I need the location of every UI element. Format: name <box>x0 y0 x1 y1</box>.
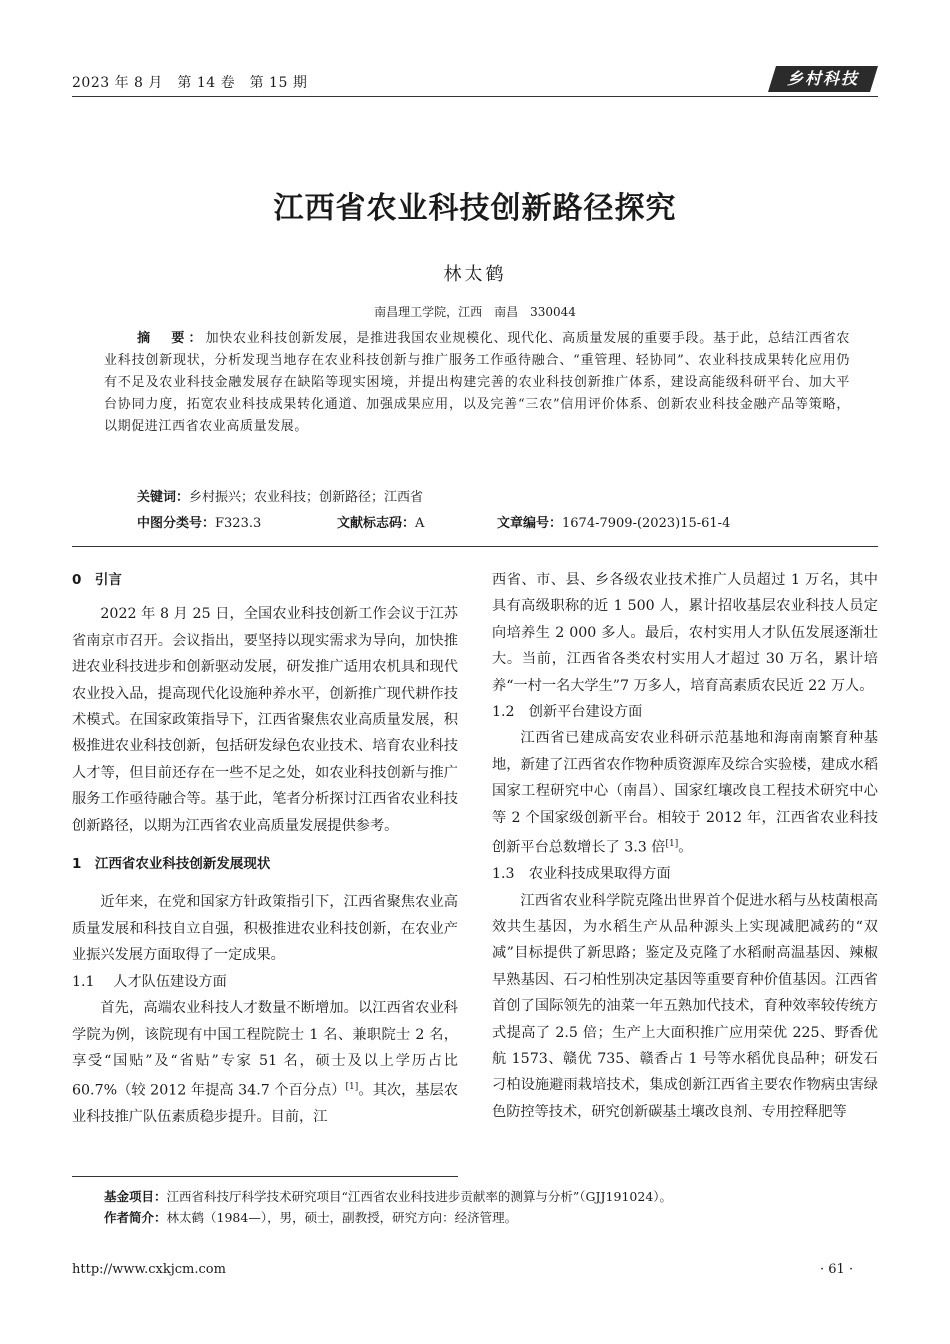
section-1-heading: 1 江西省农业科技创新发展现状 <box>72 856 271 873</box>
fund-note <box>104 1186 864 1207</box>
section-1-paragraph: 近年来，在党和国家方针政策指引下，江西省聚焦农业高质量发展和科技自立自强，积极推进农业科技创新，在农业产业振兴发展方面取得了一定成果。 <box>72 894 458 964</box>
section-0-paragraph: 2022 年 8 月 25 日，全国农业科技创新工作会议于江苏省南京市召开。会议指出，要坚持以现实需求为导向，加快推进农业科技进步和创新驱动发展，研发推广适用农机具和现代农业投入品，提高现代化设施种养水平，创新推广现代耕作技术模式。在国家政策指导下，江西省聚焦农业高质量发展，积极推进农业科技创新，包括研发绿色农业技术、培育农业科技人才等，但目前还存在一些不足之处，如农业科技创新与推广服务工作亟待融合等。基于此，笔者分析探讨江西省农业科技创新路径，以期为江西省农业高质量发展提供参考。 <box>72 606 458 834</box>
article-no-value: 1674-7909-(2023)15-61-4 <box>562 516 731 531</box>
section-1-2-end: 。 <box>678 839 693 856</box>
citation-ref: [1] <box>345 1082 359 1093</box>
abstract-text: 加快农业科技创新发展，是推进我国农业规模化、现代化、高质量发展的重要手段。基于此，总结江西省农业科技创新现状，分析发现当地存在农业科技创新与推广服务工作亟待融合、“重管理、轻协同”、农业科技成果转化应用仍有不足及农业科技金融发展存在缺陷等现实困境，并提出构建完善的农业科技创新推广体系，建设高能级科研平台、加大平台协同力度，拓宽农业科技成果转化通道、加强成果应用，以及完善“三农”信用评价体系、创新农业科技金融产品等策略，以期促进江西省农业高质量发展。 <box>104 331 850 434</box>
journal-logo-text: 乡村科技 <box>786 69 859 88</box>
doc-code-label: 文献标志码： <box>337 516 416 531</box>
clc-value: F323.3 <box>215 516 262 531</box>
fund-text: 江西省科技厅科学技术研究项目“江西省农业科技进步贡献率的测算与分析”（GJJ191024）。 <box>166 1189 673 1204</box>
section-1-2-text: 江西省已建成高安农业科研示范基地和海南南繁育种基地，新建了江西省农作物种质资源库及综合实验楼，建成水稻国家工程研究中心（南昌）、国家红壤改良工程技术研究中心等 2 个国家级创新平台。相较于 2012 年，江西省农业科技创新平台总数增长了 3.3 倍 <box>492 730 878 856</box>
section-1-1-text: 首先，高端农业科技人才数量不断增加。以江西省农业科学院为例，该院现有中国工程院院士 1 名、兼职院士 2 名，享受“国贴”及“省贴”专家 51 名，硕士及以上学历占比 60.7%（较 2012 年提高 34.7 个百分点） <box>72 1000 458 1100</box>
body-column-right <box>492 567 878 1125</box>
author-name: 林太鹤 <box>443 264 507 285</box>
doc-code-value: A <box>415 516 425 531</box>
clc-number <box>137 512 261 531</box>
page-number: · 61 · <box>820 1262 854 1277</box>
fund-label: 基金项目： <box>104 1189 167 1204</box>
keywords <box>137 486 423 505</box>
section-1-1-text-end: 。其次，基层农业科技推广队伍素质稳步提升。目前，江 <box>72 1083 458 1126</box>
abstract-rule <box>72 546 878 547</box>
footnotes <box>104 1186 864 1228</box>
citation-ref: [1] <box>665 839 679 850</box>
author-affiliation: 南昌理工学院，江西 南昌 330044 <box>374 305 576 319</box>
journal-url[interactable]: http://www.cxkjcm.com <box>72 1262 226 1277</box>
article-no-label: 文章编号： <box>497 516 563 531</box>
footnote-rule <box>72 1176 458 1177</box>
author-bio <box>104 1207 864 1228</box>
body-column-left <box>72 567 458 1131</box>
section-1-1-heading: 1.1 人才队伍建设方面 <box>72 973 227 990</box>
issue-info: 2023 年 8 月 第 14 卷 第 15 期 <box>72 75 308 91</box>
header-rule <box>72 96 878 97</box>
bio-label: 作者简介： <box>104 1210 167 1225</box>
keywords-label: 关键词： <box>137 490 190 505</box>
journal-logo <box>768 66 878 92</box>
bio-text: 林太鹤（1984—），男，硕士，副教授，研究方向：经济管理。 <box>166 1210 518 1225</box>
section-1-3-paragraph: 江西省农业科学院克隆出世界首个促进水稻与丛枝菌根高效共生基因，为水稻生产从品种源头上实现减肥减药的“双减”目标提供了新思路；鉴定及克隆了水稻耐高温基因、辣椒早熟基因、石刁柏性别决定基因等重要育种价值基因。江西省首创了国际领先的油菜一年五熟加代技术，育种效率较传统方式提高了 2.5 倍；生产上大面积推广应用荣优 225、野香优航 1573、赣优 735、赣香占 1 号等水稻优良品种；研发石刁柏设施避雨栽培技术，集成创新江西省主要农作物病虫害绿色防控等技术，研究创新碳基土壤改良剂、专用控释肥等 <box>492 892 878 1120</box>
document-code <box>337 512 424 531</box>
abstract-label: 摘 要： <box>137 331 206 346</box>
clc-label: 中图分类号： <box>137 516 216 531</box>
article-number <box>497 512 730 531</box>
section-1-2-paragraph <box>492 725 878 861</box>
keywords-text: 乡村振兴；农业科技；创新路径；江西省 <box>189 490 424 505</box>
section-1-2-heading: 1.2 创新平台建设方面 <box>492 704 643 721</box>
article-title: 江西省农业科技创新路径探究 <box>273 191 677 226</box>
section-1-1-paragraph <box>72 995 458 1131</box>
abstract <box>104 328 850 438</box>
section-1-1-continuation: 西省、市、县、乡各级农业技术推广人员超过 1 万名，其中具有高级职称的近 1 500 人，累计招收基层农业科技人员定向培养生 2 000 多人。最后，农村实用人才队伍发展逐渐壮大。当前，江西省各类农村实用人才超过 30 万名，累计培养“一村一名大学生”7 万多人，培育高素质农民近 22 万人。 <box>492 572 878 694</box>
section-1-3-heading: 1.3 农业科技成果取得方面 <box>492 866 671 883</box>
section-0-heading: 0 引言 <box>72 572 122 588</box>
